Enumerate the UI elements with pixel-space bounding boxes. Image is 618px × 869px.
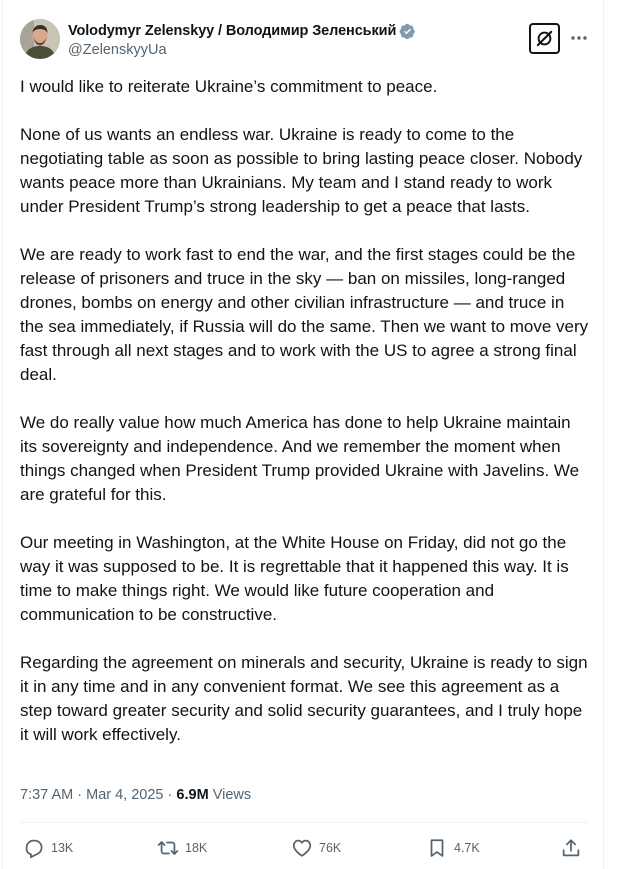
tweet-paragraph: I would like to reiterate Ukraine’s commitment to peace. — [20, 77, 438, 96]
tweet-paragraph: None of us wants an endless war. Ukraine is ready to come to the negotiating table as soon as possible to bring lasting peace closer. Nobody wants peace more than Ukrainians. My team and I stand ready to work under President Trump’s strong leadership to get a peace that lasts. — [20, 125, 583, 216]
more-options-button[interactable] — [568, 27, 590, 49]
views-count: 6.9M — [176, 787, 209, 803]
actions-divider — [20, 822, 588, 823]
right-border — [603, 0, 604, 869]
tweet-paragraph: Our meeting in Washington, at the White House on Friday, did not go the way it was supposed to be. It is regrettable that it happened this way. It is time to make things right. We would like future cooperation and communication to be constructive. — [20, 533, 569, 624]
like-icon — [291, 837, 313, 859]
share-button[interactable] — [560, 835, 582, 861]
more-options-icon — [570, 29, 588, 47]
author-names — [68, 21, 416, 58]
action-bar — [20, 835, 588, 861]
grok-button[interactable] — [529, 23, 560, 54]
views-label: Views — [212, 787, 252, 803]
display-name[interactable]: Volodymyr Zelenskyy / Володимир Зеленський — [68, 23, 397, 39]
left-border — [2, 0, 3, 869]
meta-separator: · — [77, 787, 83, 803]
like-count: 76K — [319, 841, 342, 855]
avatar[interactable] — [20, 19, 60, 59]
repost-count: 18K — [185, 841, 208, 855]
verified-badge-icon[interactable] — [399, 23, 416, 40]
tweet-time[interactable]: 7:37 AM — [20, 787, 74, 803]
tweet-text — [20, 75, 592, 771]
reply-icon — [23, 837, 45, 859]
reply-count: 13K — [51, 841, 74, 855]
tweet-paragraph: We are ready to work fast to end the war, and the first stages could be the release of prisoners and truce in the sky — ban on missiles, long-ranged drones, bombs on energy and other civilian infrastructure — and truce in the sea immediately, if Russia will do the same. Then we want to move very fast through all next stages and to work with the US to agree a strong final deal. — [20, 245, 589, 384]
grok-icon — [535, 29, 554, 48]
repost-button[interactable] — [157, 835, 207, 861]
bookmark-button[interactable] — [426, 835, 480, 861]
share-icon — [560, 837, 582, 859]
tweet-header — [20, 19, 590, 61]
tweet-paragraph: We do really value how much America has done to help Ukraine maintain its sovereignty and independence. And we remember the moment when things changed when President Trump provided Ukraine with Javelins. We are grateful for this. — [20, 413, 580, 504]
tweet-date[interactable]: Mar 4, 2025 — [86, 787, 164, 803]
bookmark-icon — [426, 837, 448, 859]
reply-button[interactable] — [23, 835, 73, 861]
tweet-paragraph: Regarding the agreement on minerals and security, Ukraine is ready to sign it in any time and in any convenient format. We see this agreement as a step toward greater security and solid security guarantees, and I truly hope it will work effectively. — [20, 653, 588, 744]
display-name-row — [68, 21, 416, 41]
tweet-meta — [20, 787, 251, 803]
author-handle[interactable]: @ZelenskyyUa — [68, 42, 167, 58]
like-button[interactable] — [291, 835, 341, 861]
meta-separator: · — [167, 787, 173, 803]
bookmark-count: 4.7K — [454, 841, 480, 855]
repost-icon — [157, 837, 179, 859]
